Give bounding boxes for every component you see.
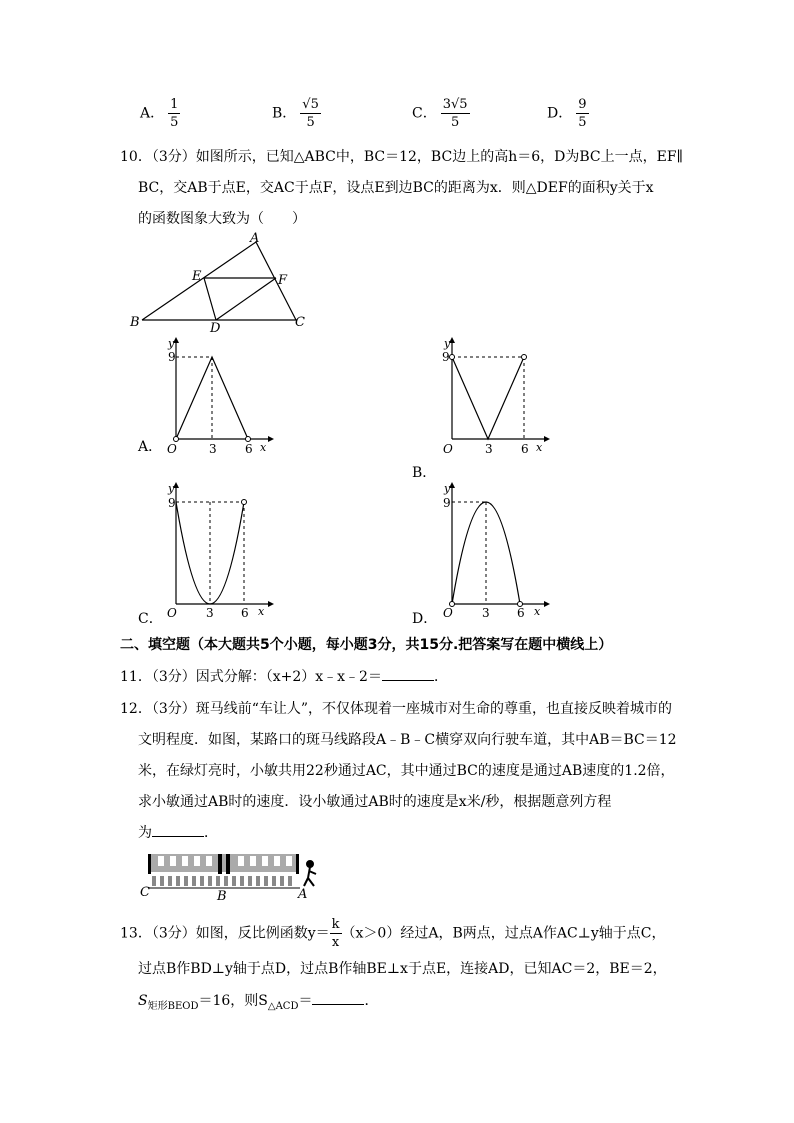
subscript: 矩形BEOD [147,1000,199,1012]
label-c: C [295,315,305,330]
y-tick: 9 [168,350,176,364]
fraction [576,98,588,129]
x-axis-label: x [534,605,541,618]
triangle-figure [130,228,310,334]
q13-text: ＝16，则S [198,993,268,1009]
x-tick: 3 [482,606,490,620]
pedestrian-icon [304,861,316,886]
x-axis-label: x [260,441,267,454]
section-heading: 二、填空题（本大题共5个小题，每小题3分，共15分.把答案写在题中横线上） [120,637,613,653]
q12-line4: 求小敏通过AB时的速度．设小敏通过AB时的速度是x米/秒，根据题意列方程 [138,794,612,810]
graph-option-c [136,482,276,620]
q9-option-b [272,98,321,129]
x-tick: 3 [209,442,217,456]
x-axis-label: x [536,441,543,454]
label-c: C [140,885,150,900]
denominator: x [331,935,340,950]
label-a: A [250,231,260,246]
y-axis-label: y [168,482,175,495]
q12-line5 [138,822,218,842]
graph-option-a-label: A． [138,439,163,455]
q12-line1: 12．（3分）斑马线前“车让人”，不仅体现着一座城市对生命的尊重，也直接反映着城市的 [120,701,673,717]
q13-line3 [138,990,378,1012]
q11 [120,666,448,686]
q12-line2: 文明程度．如图，某路口的斑马线路段A﹣B﹣C横穿双向行驶车道，其中AB＝BC＝12 [138,732,677,748]
q12-line5-start: 为 [138,825,152,841]
x-tick: 6 [245,442,253,456]
q10-line3: 的函数图象大致为（ ） [138,211,306,227]
fraction [330,918,342,949]
x-tick: 3 [206,606,214,620]
y-axis-label: y [444,482,451,495]
q13-line2: 过点B作BD⊥y轴于点D，过点B作轴BE⊥x于点E，连接AD，已知AC＝2，BE＝2， [138,961,667,977]
y-tick: 9 [443,496,451,510]
label-e: E [192,269,202,284]
label-b: B [130,315,140,330]
graph-option-b [412,335,552,455]
x-tick: 3 [485,442,493,456]
x-axis-label: x [258,605,265,618]
subscript: △ACD [267,1000,299,1012]
graph-option-d [412,482,552,620]
q10-line1: 10．（3分）如图所示，已知△ABC中，BC＝12，BC边上的高h＝6，D为BC上一点，EF∥ [120,149,683,165]
label-a: A [298,887,308,902]
numerator: 9 [578,97,587,112]
origin-label: O [443,442,453,456]
q13-text-b: （x＞0）经过A，B两点，过点A作AC⊥y轴于点C， [341,925,666,942]
q13-line1 [120,918,665,949]
numerator: 3√5 [442,97,468,112]
x-tick: 6 [241,606,249,620]
option-label: C． [412,105,437,122]
numerator: √5 [302,97,319,112]
x-tick: 6 [521,442,529,456]
origin-label: O [167,442,177,456]
q12-line3: 米，在绿灯亮时，小敏共用22秒通过AC，其中通过BC的速度是通过AB速度的1.2倍， [138,763,675,779]
q10-line2: BC，交AB于点E，交AC于点F，设点E到边BC的距离为x．则△DEF的面积y关于x [138,180,654,196]
denominator: 5 [578,115,587,130]
label-d: D [210,321,221,336]
q13-end: ． [364,993,379,1009]
denominator: 5 [170,115,179,130]
q13-text: ＝ [298,993,313,1009]
answer-blank[interactable] [382,668,434,681]
answer-blank[interactable] [152,824,204,837]
area-symbol: S [138,993,148,1009]
y-axis-label: y [444,337,451,350]
answer-blank[interactable] [312,992,364,1005]
q9-option-c [412,98,470,129]
origin-label: O [167,606,177,620]
denominator: 5 [306,115,315,130]
graph-option-c-label: C． [138,611,163,627]
fraction [300,98,321,129]
fraction [168,98,180,129]
option-label: D． [547,105,573,122]
denominator: 5 [450,115,460,130]
q11-end: ． [433,669,448,685]
crosswalk-figure [140,850,322,904]
label-f: F [278,273,288,288]
q9-option-d [547,98,589,129]
q9-option-a [140,98,180,129]
y-tick: 9 [442,350,450,364]
x-tick: 6 [517,606,525,620]
q12-line5-end: ． [204,825,218,841]
option-label: B． [272,105,297,122]
numerator: k [331,917,340,932]
y-axis-label: y [168,337,175,350]
origin-label: O [443,606,453,620]
label-b: B [217,889,227,904]
fraction [441,98,470,129]
q11-text: 11．（3分）因式分解：（x+2）x﹣x﹣2＝ [120,669,382,685]
y-tick: 9 [168,496,176,510]
graph-option-d-label: D． [412,611,438,627]
graph-option-b-label: B． [412,465,437,481]
option-label: A． [140,105,165,122]
numerator: 1 [170,97,179,112]
q13-text-a: 13．（3分）如图，反比例函数y＝ [120,925,330,942]
